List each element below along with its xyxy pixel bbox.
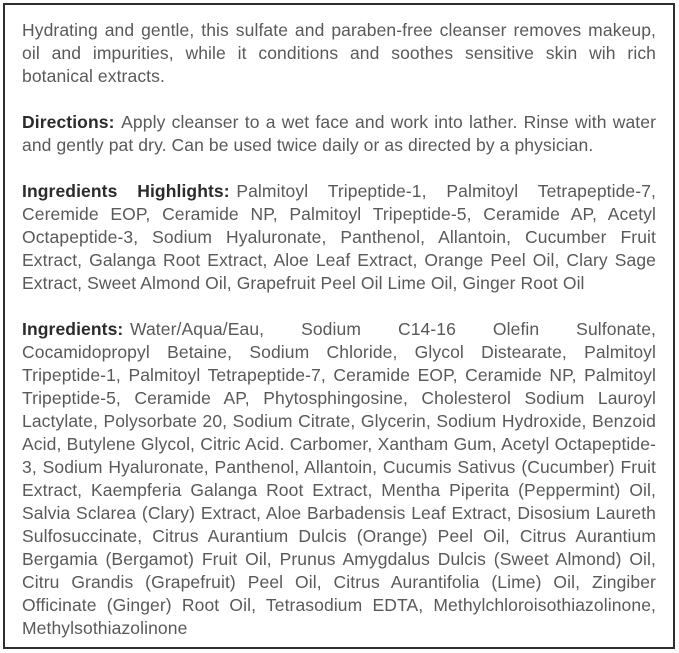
ingredients-label: Ingredients: — [22, 319, 124, 339]
directions-paragraph — [22, 111, 656, 157]
ingredients-highlights-paragraph — [22, 180, 656, 295]
product-info-panel — [3, 3, 675, 649]
directions-label: Directions: — [22, 112, 115, 132]
ingredients-highlights-label: Ingredients Highlights: — [22, 181, 230, 201]
ingredients-highlights-text: Palmitoyl Tripeptide-1, Palmitoyl Tetrapeptide-7, Ceremide EOP, Ceramide NP, Palmitoyl Tripeptide-5, Ceramide AP, Acetyl Octapeptide-3, Sodium Hyaluronate, Panthenol, Allantoin, Cucumber Fruit Extract, Galanga Root Extract, Aloe Leaf Extract, Orange Peel Oil, Clary Sage Extract, Sweet Almond Oil, Grapefruit Peel Oil Lime Oil, Ginger Root Oil — [22, 181, 656, 293]
ingredients-text: Water/Aqua/Eau, Sodium C14-16 Olefin Sulfonate, Cocamidopropyl Betaine, Sodium Chloride, Glycol Distearate, Palmitoyl Tripeptide-1, Palmitoyl Tetrapeptide-7, Ceramide EOP, Ceramide NP, Palmitoyl Tripeptide-5, Ceramide AP, Phytosphingosine, Cholesterol Sodium Lauroyl Lactylate, Polysorbate 20, Sodium Citrate, Glycerin, Sodium Hydroxide, Benzoid Acid, Butylene Glycol, Citric Acid. Carbomer, Xantham Gum, Acetyl Octapeptide-3, Sodium Hyaluronate, Panthenol, Allantoin, Cucumis Sativus (Cucumber) Fruit Extract, Kaempferia Galanga Root Extract, Mentha Piperita (Peppermint) Oil, Salvia Sclarea (Clary) Extract, Aloe Barbadensis Leaf Extract, Disosium Laureth Sulfosuccinate, Citrus Aurantium Dulcis (Orange) Peel Oil, Citrus Aurantium Bergamia (Bergamot) Fruit Oil, Prunus Amygdalus Dulcis (Sweet Almond) Oil, Citru Grandis (Grapefruit) Peel Oil, Citrus Aurantifolia (Lime) Oil, Zingiber Officinate (Ginger) Root Oil, Tetrasodium EDTA, Methylchloroisothiazolinone, Methylsothiazolinone — [22, 319, 656, 638]
product-description-text: Hydrating and gentle, this sulfate and paraben-free cleanser removes makeup, oil and impurities, while it conditions and soothes sensitive skin wih rich botanical extracts. — [22, 20, 656, 86]
product-description-paragraph — [22, 19, 656, 88]
directions-text: Apply cleanser to a wet face and work into lather. Rinse with water and gently pat dry. Can be used twice daily or as directed by a physician. — [22, 112, 656, 155]
ingredients-paragraph — [22, 318, 656, 640]
